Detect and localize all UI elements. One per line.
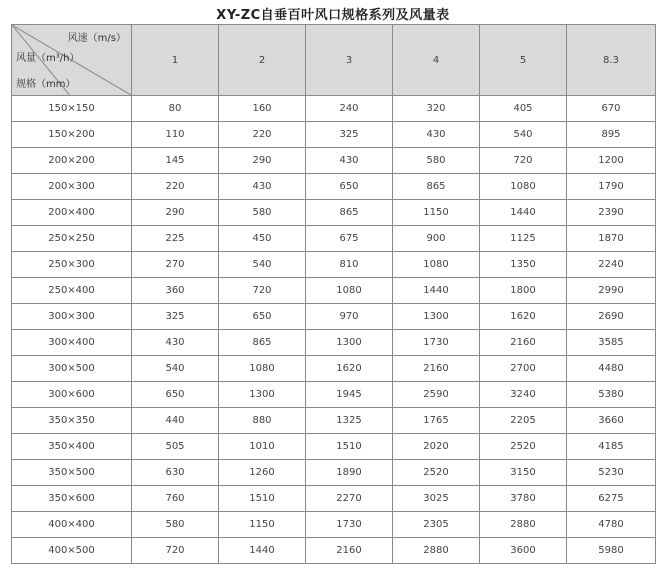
speed-column-header: 2 (219, 25, 306, 96)
airflow-value-cell: 720 (480, 148, 567, 174)
airflow-value-cell: 405 (480, 96, 567, 122)
airflow-spec-table (11, 24, 656, 564)
airflow-value-cell: 3660 (567, 408, 656, 434)
size-cell: 400×500 (12, 538, 132, 564)
airflow-value-cell: 360 (132, 278, 219, 304)
airflow-value-cell: 5980 (567, 538, 656, 564)
table-body (12, 96, 656, 564)
table-row (12, 226, 656, 252)
size-cell: 200×400 (12, 200, 132, 226)
airflow-value-cell: 865 (219, 330, 306, 356)
airflow-value-cell: 2270 (306, 486, 393, 512)
airflow-value-cell: 1150 (219, 512, 306, 538)
airflow-value-cell: 895 (567, 122, 656, 148)
airflow-value-cell: 1890 (306, 460, 393, 486)
table-row (12, 278, 656, 304)
airflow-value-cell: 3025 (393, 486, 480, 512)
airflow-value-cell: 880 (219, 408, 306, 434)
airflow-value-cell: 325 (306, 122, 393, 148)
airflow-value-cell: 540 (219, 252, 306, 278)
speed-column-header: 3 (306, 25, 393, 96)
airflow-value-cell: 865 (393, 174, 480, 200)
airflow-value-cell: 1790 (567, 174, 656, 200)
airflow-value-cell: 1510 (219, 486, 306, 512)
size-cell: 350×350 (12, 408, 132, 434)
airflow-value-cell: 1300 (219, 382, 306, 408)
airflow-value-cell: 290 (219, 148, 306, 174)
airflow-value-cell: 3585 (567, 330, 656, 356)
table-row (12, 434, 656, 460)
airflow-value-cell: 540 (480, 122, 567, 148)
airflow-value-cell: 220 (132, 174, 219, 200)
airflow-value-cell: 430 (219, 174, 306, 200)
airflow-value-cell: 1350 (480, 252, 567, 278)
airflow-value-cell: 1620 (306, 356, 393, 382)
flow-header-label: 风量（m³/h） (16, 53, 80, 64)
airflow-value-cell: 430 (132, 330, 219, 356)
table-row (12, 330, 656, 356)
airflow-value-cell: 1010 (219, 434, 306, 460)
size-cell: 350×600 (12, 486, 132, 512)
airflow-value-cell: 1800 (480, 278, 567, 304)
airflow-value-cell: 220 (219, 122, 306, 148)
airflow-value-cell: 760 (132, 486, 219, 512)
diagonal-header-cell (12, 25, 132, 96)
speed-column-header: 8.3 (567, 25, 656, 96)
airflow-value-cell: 5380 (567, 382, 656, 408)
airflow-value-cell: 290 (132, 200, 219, 226)
airflow-value-cell: 970 (306, 304, 393, 330)
airflow-value-cell: 5230 (567, 460, 656, 486)
table-row (12, 200, 656, 226)
table-row (12, 356, 656, 382)
airflow-value-cell: 580 (219, 200, 306, 226)
airflow-value-cell: 4780 (567, 512, 656, 538)
airflow-value-cell: 3240 (480, 382, 567, 408)
table-row (12, 538, 656, 564)
airflow-value-cell: 650 (306, 174, 393, 200)
speed-header-label: 风速（m/s） (67, 33, 126, 44)
airflow-value-cell: 430 (306, 148, 393, 174)
speed-column-header: 1 (132, 25, 219, 96)
table-row (12, 512, 656, 538)
table-row (12, 460, 656, 486)
table-row (12, 304, 656, 330)
airflow-value-cell: 440 (132, 408, 219, 434)
airflow-value-cell: 720 (219, 278, 306, 304)
speed-column-header: 4 (393, 25, 480, 96)
size-cell: 150×200 (12, 122, 132, 148)
airflow-value-cell: 1125 (480, 226, 567, 252)
airflow-value-cell: 1150 (393, 200, 480, 226)
airflow-value-cell: 2690 (567, 304, 656, 330)
airflow-value-cell: 1730 (306, 512, 393, 538)
size-cell: 250×300 (12, 252, 132, 278)
airflow-value-cell: 145 (132, 148, 219, 174)
airflow-value-cell: 110 (132, 122, 219, 148)
airflow-value-cell: 2590 (393, 382, 480, 408)
airflow-value-cell: 1300 (393, 304, 480, 330)
airflow-value-cell: 320 (393, 96, 480, 122)
size-cell: 200×300 (12, 174, 132, 200)
airflow-value-cell: 1730 (393, 330, 480, 356)
airflow-value-cell: 1300 (306, 330, 393, 356)
airflow-value-cell: 450 (219, 226, 306, 252)
size-cell: 300×600 (12, 382, 132, 408)
airflow-value-cell: 240 (306, 96, 393, 122)
size-header-label: 规格（mm） (16, 79, 76, 90)
airflow-value-cell: 1945 (306, 382, 393, 408)
airflow-value-cell: 3600 (480, 538, 567, 564)
airflow-value-cell: 2990 (567, 278, 656, 304)
airflow-value-cell: 1870 (567, 226, 656, 252)
table-title: XY-ZC自垂百叶风口规格系列及风量表 (216, 8, 450, 23)
size-cell: 150×150 (12, 96, 132, 122)
airflow-value-cell: 270 (132, 252, 219, 278)
airflow-value-cell: 1080 (306, 278, 393, 304)
airflow-value-cell: 900 (393, 226, 480, 252)
airflow-value-cell: 1080 (480, 174, 567, 200)
airflow-value-cell: 1325 (306, 408, 393, 434)
airflow-value-cell: 2700 (480, 356, 567, 382)
table-row (12, 382, 656, 408)
airflow-value-cell: 80 (132, 96, 219, 122)
airflow-value-cell: 2205 (480, 408, 567, 434)
size-cell: 350×400 (12, 434, 132, 460)
airflow-value-cell: 225 (132, 226, 219, 252)
airflow-value-cell: 3150 (480, 460, 567, 486)
airflow-value-cell: 810 (306, 252, 393, 278)
airflow-value-cell: 430 (393, 122, 480, 148)
airflow-value-cell: 2880 (480, 512, 567, 538)
airflow-value-cell: 1765 (393, 408, 480, 434)
airflow-value-cell: 630 (132, 460, 219, 486)
airflow-value-cell: 160 (219, 96, 306, 122)
size-cell: 300×500 (12, 356, 132, 382)
airflow-value-cell: 720 (132, 538, 219, 564)
airflow-value-cell: 325 (132, 304, 219, 330)
airflow-value-cell: 675 (306, 226, 393, 252)
table-row (12, 96, 656, 122)
airflow-value-cell: 2020 (393, 434, 480, 460)
airflow-value-cell: 1440 (480, 200, 567, 226)
airflow-value-cell: 2160 (480, 330, 567, 356)
size-cell: 250×250 (12, 226, 132, 252)
airflow-value-cell: 4185 (567, 434, 656, 460)
airflow-value-cell: 2880 (393, 538, 480, 564)
airflow-value-cell: 650 (132, 382, 219, 408)
table-row (12, 486, 656, 512)
airflow-value-cell: 1440 (393, 278, 480, 304)
table-row (12, 148, 656, 174)
size-cell: 200×200 (12, 148, 132, 174)
size-cell: 350×500 (12, 460, 132, 486)
airflow-value-cell: 865 (306, 200, 393, 226)
size-cell: 400×400 (12, 512, 132, 538)
airflow-value-cell: 1440 (219, 538, 306, 564)
header-row (12, 25, 656, 96)
airflow-value-cell: 3780 (480, 486, 567, 512)
airflow-value-cell: 1620 (480, 304, 567, 330)
airflow-value-cell: 1260 (219, 460, 306, 486)
airflow-value-cell: 2390 (567, 200, 656, 226)
airflow-value-cell: 1080 (393, 252, 480, 278)
speed-column-header: 5 (480, 25, 567, 96)
airflow-value-cell: 1510 (306, 434, 393, 460)
size-cell: 300×400 (12, 330, 132, 356)
table-row (12, 122, 656, 148)
size-cell: 300×300 (12, 304, 132, 330)
airflow-value-cell: 4480 (567, 356, 656, 382)
airflow-value-cell: 2305 (393, 512, 480, 538)
airflow-value-cell: 2520 (393, 460, 480, 486)
airflow-value-cell: 2520 (480, 434, 567, 460)
airflow-value-cell: 2160 (393, 356, 480, 382)
airflow-value-cell: 505 (132, 434, 219, 460)
airflow-value-cell: 2160 (306, 538, 393, 564)
table-row (12, 408, 656, 434)
airflow-value-cell: 580 (393, 148, 480, 174)
airflow-value-cell: 580 (132, 512, 219, 538)
airflow-value-cell: 540 (132, 356, 219, 382)
table-row (12, 252, 656, 278)
airflow-value-cell: 650 (219, 304, 306, 330)
table-row (12, 174, 656, 200)
airflow-value-cell: 6275 (567, 486, 656, 512)
airflow-value-cell: 2240 (567, 252, 656, 278)
size-cell: 250×400 (12, 278, 132, 304)
airflow-value-cell: 670 (567, 96, 656, 122)
airflow-value-cell: 1200 (567, 148, 656, 174)
airflow-value-cell: 1080 (219, 356, 306, 382)
